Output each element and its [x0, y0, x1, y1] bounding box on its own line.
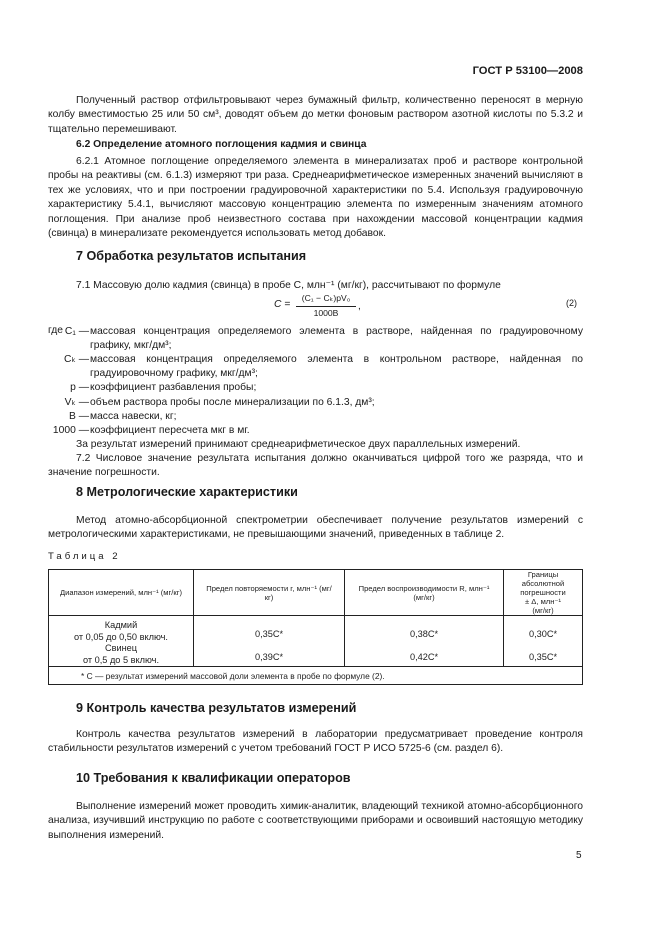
section-10-paragraph: Выполнение измерений может проводить химик-аналитик, владеющий техникой атомно-абсорбционного анализа, изучивший инструкцию по работе с соответствующими приборами и освоивший настоящую методику выполнения измерений.	[48, 801, 583, 841]
table-header-range: Диапазон измерений, млн⁻¹ (мг/кг)	[49, 570, 194, 616]
table-cell-error	[504, 616, 583, 667]
definition-term: 1000 —	[52, 425, 89, 436]
section-9-title: 9 Контроль качества результатов измерений	[76, 701, 357, 715]
definition-term: Vₖ —	[64, 397, 89, 408]
formula-tail: ,	[358, 301, 361, 312]
intro-paragraph: Полученный раствор отфильтровывают через бумажный фильтр, количественно переносят в мерную колбу вместимостью 25 или 50 см³, доводят объем до метки фоновым раствором азотной кислоты по 5.3.2 и тщательно перемешивают.	[48, 95, 583, 135]
definition-text: объем раствора пробы после минерализации по 6.1.3, дм³;	[90, 397, 375, 408]
where-label: где	[48, 325, 64, 336]
section-10-title: 10 Требования к квалификации операторов	[76, 771, 351, 785]
section-8-paragraph: Метод атомно-абсорбционной спектрометрии обеспечивает получение результатов измерений с метрологическими характеристиками, не превышающими значений, приведенных в таблице 2.	[48, 515, 583, 541]
document-number: ГОСТ Р 53100—2008	[472, 65, 583, 77]
delta-cadmium: 0,30C*	[528, 629, 558, 639]
table-cell-repeatability	[194, 616, 345, 667]
r-cadmium: 0,35C*	[254, 629, 284, 639]
section-7-2-paragraph: 7.2 Числовое значение результата испытания должно оканчиваться цифрой того же разряда, что и значение погрешности.	[48, 453, 583, 479]
table-cell-range	[49, 616, 194, 667]
table-data-row	[49, 616, 583, 667]
section-7-title: 7 Обработка результатов испытания	[76, 249, 307, 263]
definition-text: коэффициент пересчета мкг в мг.	[90, 425, 250, 436]
table-footnote-row	[49, 667, 583, 685]
table-2	[48, 569, 583, 685]
section-6-2-1-paragraph: 6.2.1 Атомное поглощение определяемого элемента в минерализатах проб и растворе контрольной пробы на реактивы (см. 6.1.3) измеряют три раза. Среднеарифметическое измеренных значений вычисляют в тех же условиях, что и при построении градуировочной характеристики по 5.4. Используя градуировочную характеристику 5.4.1, вычисляют массовую концентрацию элемента по измеренным значениям атомного поглощения. При анализе проб неизвестного состава при нахождении массовой концентрации кадмия (свинца) в минерализате рекомендуется использовать метод добавок.	[48, 156, 583, 240]
formula-lhs: C =	[274, 299, 291, 310]
section-6-2-title: 6.2 Определение атомного поглощения кадмия и свинца	[76, 139, 367, 150]
definition-c1	[0, 325, 661, 353]
definition-p	[0, 381, 661, 395]
section-9-paragraph: Контроль качества результатов измерений в лаборатории предусматривает проведение контроля стабильности результатов измерений с учетом требований ГОСТ Р ИСО 5725-6 (см. раздел 6).	[48, 729, 583, 755]
range-cadmium: от 0,05 до 0,50 включ.	[74, 631, 168, 642]
table-footnote: * C — результат измерений массовой доли элемента в пробе по формуле (2).	[49, 667, 583, 685]
definition-text: коэффициент разбавления пробы;	[90, 382, 257, 393]
definition-b	[0, 410, 661, 424]
element-cadmium: Кадмий	[104, 620, 138, 630]
definition-1000	[0, 424, 661, 438]
R-lead: 0,42C*	[409, 652, 439, 663]
R-cadmium: 0,38C*	[409, 629, 439, 639]
table-caption: Таблица 2	[48, 551, 121, 562]
result-note: За результат измерений принимают среднеарифметическое двух параллельных измерений.	[76, 439, 521, 450]
table-header-error: Границы абсолютной погрешности ± Δ, млн⁻¹ (мг/кг)	[504, 570, 583, 616]
r-lead: 0,39C*	[254, 652, 284, 663]
definition-text: массовая концентрация определяемого элемента в растворе, найденная по градуировочному графику, мкг/дм³;	[90, 326, 583, 352]
table-header-repeatability: Предел повторяемости r, млн⁻¹ (мг/кг)	[194, 570, 345, 616]
definition-term: p —	[70, 382, 89, 393]
definition-term: C₁ —	[64, 326, 89, 337]
formula-number: (2)	[566, 298, 577, 308]
definition-ck	[0, 353, 661, 381]
page-number: 5	[576, 850, 582, 861]
table-cell-reproducibility	[345, 616, 504, 667]
element-lead: Свинец	[104, 643, 138, 654]
definition-term: B —	[68, 411, 89, 422]
section-8-title: 8 Метрологические характеристики	[76, 485, 298, 499]
definition-text: масса навески, кг;	[90, 411, 177, 422]
table-header-reproducibility: Предел воспроизводимости R, млн⁻¹ (мг/кг)	[345, 570, 504, 616]
table-header-row	[49, 570, 583, 616]
delta-lead: 0,35C*	[528, 652, 558, 663]
formula-denominator: 1000B	[313, 308, 339, 318]
section-7-1-intro: 7.1 Массовую долю кадмия (свинца) в пробе C, млн⁻¹ (мг/кг), рассчитывают по формуле	[76, 280, 501, 291]
definition-text: массовая концентрация определяемого элемента в контрольном растворе, найденная по градуировочному графику, мкг/дм³;	[90, 354, 583, 380]
definition-vk	[0, 396, 661, 410]
formula-numerator: (C₁ − Cₖ)pV₀	[301, 293, 351, 303]
definition-term: Cₖ —	[64, 354, 89, 365]
fraction-bar	[296, 306, 356, 307]
range-lead: от 0,5 до 5 включ.	[82, 654, 160, 665]
